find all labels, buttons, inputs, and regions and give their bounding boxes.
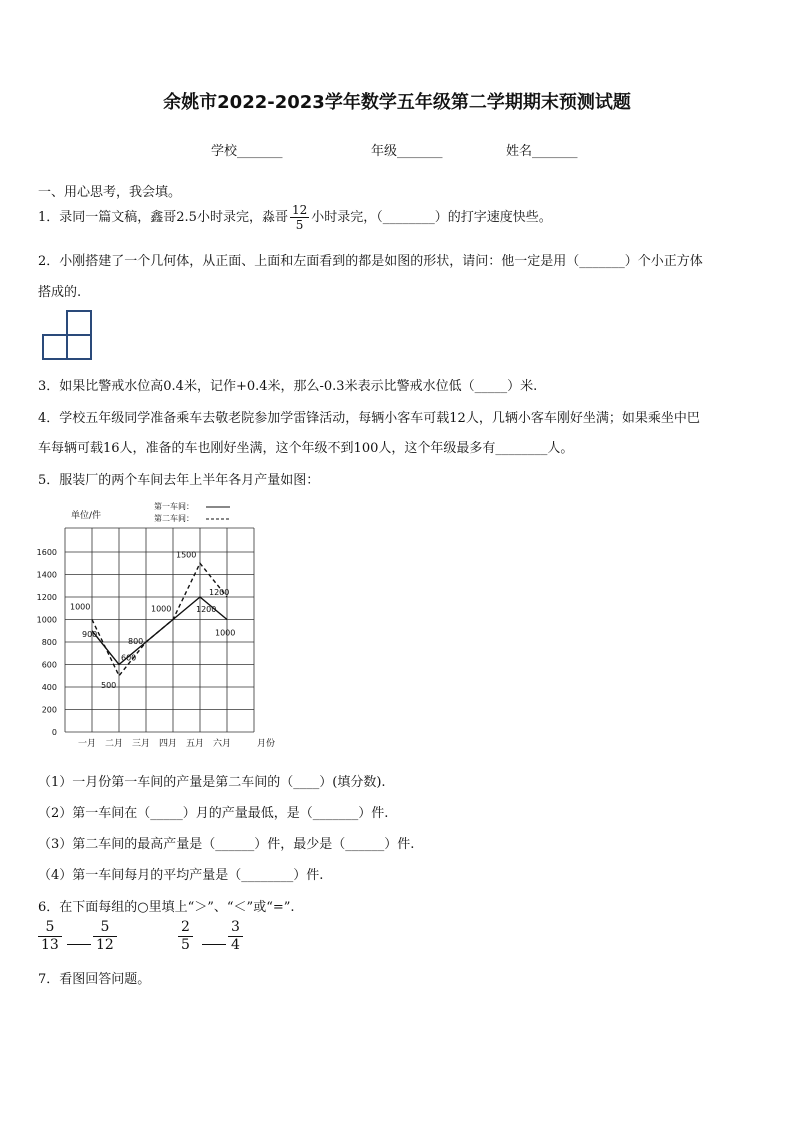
q6-frac-1b	[93, 919, 117, 954]
grade-field: 年级_______	[371, 144, 443, 159]
name-field: 姓名_______	[506, 144, 578, 159]
x-tick-label: 二月	[104, 739, 124, 749]
section-heading: 一、用心思考，我会填。	[38, 185, 182, 200]
q1-frac-num: 12	[291, 203, 308, 217]
x-tick-label: 一月	[77, 739, 97, 749]
q6-compare-blank-1[interactable]	[67, 944, 91, 945]
question-7: 7．看图回答问题。	[38, 972, 151, 987]
q6-frac-1a-den: 13	[41, 937, 59, 953]
x-axis-label: 月份	[256, 739, 276, 749]
y-tick-label: 600	[41, 660, 57, 670]
q6-frac-2a-num: 2	[178, 919, 193, 937]
q1-fraction	[290, 203, 309, 232]
x-tick-label: 六月	[212, 739, 232, 749]
question-5-sub1: （1）一月份第一车间的产量是第二车间的（____）(填分数).	[38, 775, 386, 790]
q1-text-before: 1．录同一篇文稿，鑫哥2.5小时录完，淼哥	[38, 210, 288, 225]
q6-frac-2b-num: 3	[228, 919, 243, 937]
y-tick-label: 1400	[36, 570, 57, 580]
q1-text-after: 小时录完，（________）的打字速度快些。	[311, 210, 552, 225]
question-5-sub3: （3）第二车间的最高产量是（______）件，最少是（______）件.	[38, 837, 415, 852]
y-tick-label: 200	[41, 705, 57, 715]
production-line-chart	[34, 498, 284, 754]
q6-compare-blank-2[interactable]	[202, 944, 226, 945]
y-tick-label: 800	[41, 638, 57, 647]
data-label: 500	[101, 680, 117, 690]
question-1	[38, 203, 552, 232]
cube-square-bottom-left	[43, 335, 67, 359]
x-tick-label: 三月	[131, 739, 151, 749]
data-label: 800	[128, 637, 144, 646]
question-4-line2: 车每辆可载16人，准备的车也刚好坐满，这个年级不到100人，这个年级最多有________人。	[38, 441, 574, 456]
y-tick-label: 1600	[36, 548, 57, 557]
q6-frac-1b-num: 5	[93, 919, 117, 937]
question-2-line1: 2．小刚搭建了一个几何体，从正面、上面和左面看到的都是如图的形状，请问：他一定是用（_______）个小正方体	[38, 254, 703, 269]
q6-frac-2a-den: 5	[181, 937, 190, 953]
q6-frac-1b-den: 12	[96, 937, 114, 953]
cube-square-bottom-right	[67, 335, 91, 359]
school-field: 学校_______	[211, 144, 283, 159]
y-axis-label: 单位/件	[71, 511, 102, 521]
question-4-line1: 4．学校五年级同学准备乘车去敬老院参加学雷锋活动，每辆小客车可载12人，几辆小客车刚好坐满；如果乘坐中巴	[38, 411, 700, 426]
y-tick-label: 1200	[36, 593, 57, 602]
x-tick-label: 四月	[158, 739, 178, 749]
q6-frac-1a-num: 5	[38, 919, 62, 937]
question-5-sub4: （4）第一车间每月的平均产量是（________）件.	[38, 868, 324, 883]
data-label: 1000	[151, 604, 172, 614]
data-label: 600	[121, 653, 137, 663]
q6-frac-2a	[178, 919, 193, 954]
q6-frac-2b-den: 4	[231, 937, 240, 953]
page-title: 余姚市2022-2023学年数学五年级第二学期期末预测试题	[163, 92, 631, 113]
data-label: 1200	[209, 588, 230, 597]
y-tick-label: 400	[41, 683, 57, 692]
legend-label: 第一车间：	[154, 502, 194, 511]
data-label: 1000	[215, 628, 236, 638]
q6-frac-1a	[38, 919, 62, 954]
data-label: 1500	[176, 550, 197, 560]
legend-label: 第二车间：	[154, 514, 194, 523]
y-tick-label: 0	[51, 728, 57, 737]
y-tick-label: 1000	[36, 615, 57, 625]
data-label: 1000	[70, 602, 91, 612]
cube-view-figure	[42, 309, 94, 361]
q6-frac-2b	[228, 919, 243, 954]
data-label: 1200	[196, 605, 217, 614]
data-label: 900	[82, 629, 98, 639]
q1-frac-den: 5	[295, 218, 304, 232]
question-3: 3．如果比警戒水位高0.4米，记作+0.4米，那么-0.3米表示比警戒水位低（_____）米.	[38, 379, 538, 394]
question-6-stem: 6．在下面每组的○里填上“＞”、“＜”或“=”.	[38, 900, 295, 915]
cube-square-top	[67, 311, 91, 335]
x-tick-label: 五月	[185, 739, 205, 749]
question-5-sub2: （2）第一车间在（_____）月的产量最低，是（_______）件.	[38, 806, 389, 821]
question-2-line2: 搭成的.	[38, 285, 82, 300]
question-5-stem: 5．服装厂的两个车间去年上半年各月产量如图：	[38, 473, 320, 488]
